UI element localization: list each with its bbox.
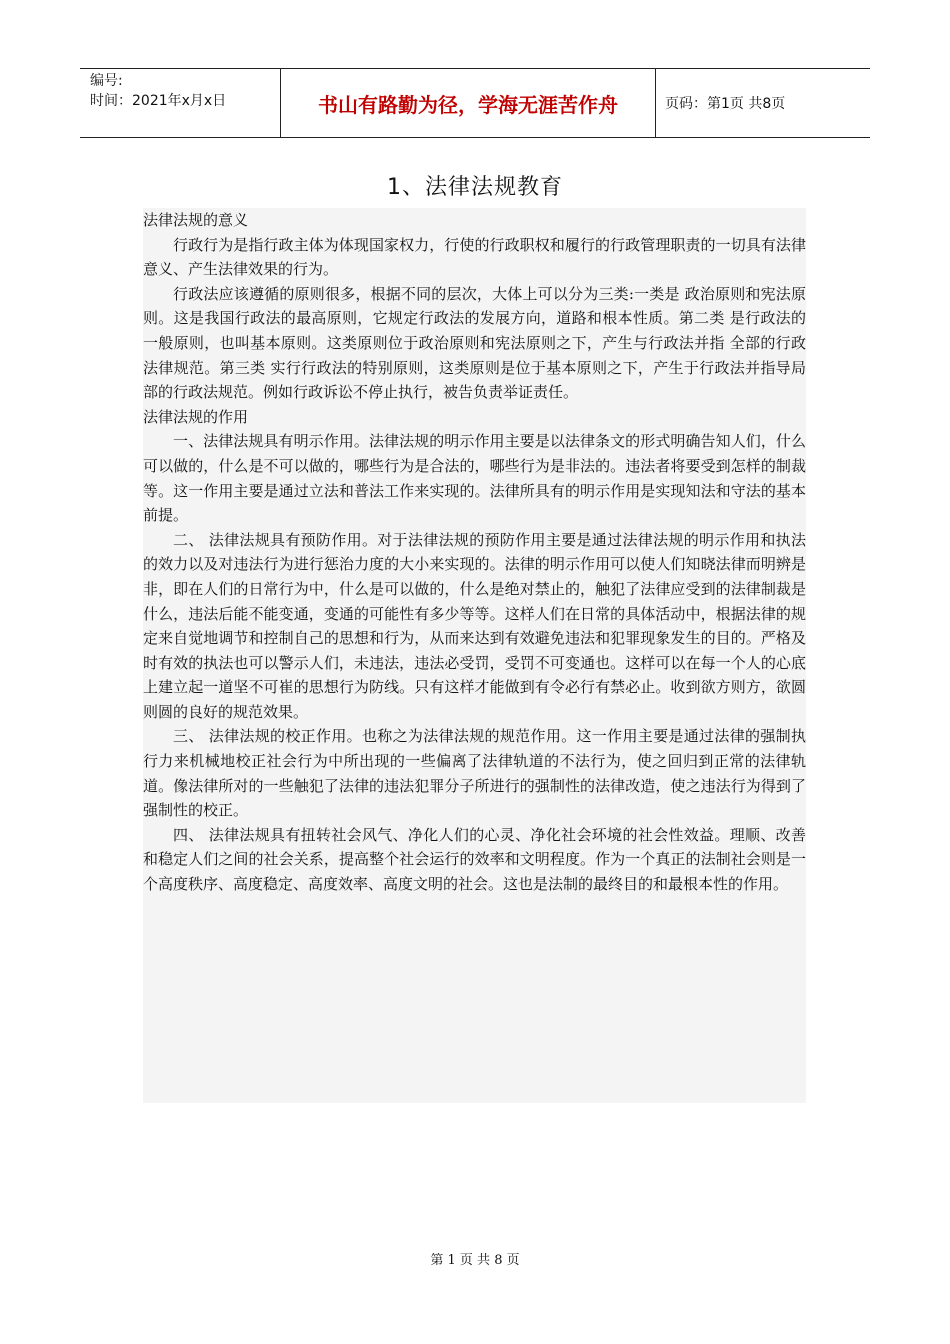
paragraph: 三、 法律法规的校正作用。也称之为法律法规的规范作用。这一作用主要是通过法律的强制执行力来机械地校正社会行为中所出现的一些偏离了法律轨道的不法行为，使之回归到正常的法律轨道。像法律所对的一些触犯了法律的违法犯罪分子所进行的强制性的法律改造，使之违法行为得到了强制性的校正。 (143, 727, 806, 820)
paragraph: 二、 法律法规具有预防作用。对于法律法规的预防作用主要是通过法律法规的明示作用和执法的效力以及对违法行为进行惩治力度的大小来实现的。法律的明示作用可以使人们知晓法律而明辨是非，即在人们的日常行为中，什么是可以做的，什么是绝对禁止的，触犯了法律应受到的法律制裁是什么，违法后能不能变通，变通的可能性有多少等等。这样人们在日常的具体活动中，根据法律的规定来自觉地调节和控制自己的思想和行为，从而来达到有效避免违法和犯罪现象发生的目的。严格及时有效的执法也可以警示人们，未违法，违法必受罚，受罚不可变通也。这样可以在每一个人的心底上建立起一道坚不可崔的思想行为防线。只有这样才能做到有令必行有禁必止。收到欲方则方，欲圆则圆的良好的规范效果。 (143, 530, 806, 721)
time-label: 时间：2021年x月x日 (90, 93, 227, 109)
header-left-cell (80, 69, 280, 139)
motto-text: 书山有路勤为径，学海无涯苦作舟 (318, 92, 618, 117)
document-title: 1、法律法规教育 (387, 175, 563, 200)
section-heading-meaning: 法律法规的意义 (143, 211, 249, 229)
document-header (80, 68, 870, 138)
section-heading-function: 法律法规的作用 (143, 407, 249, 426)
motto-cell (280, 69, 656, 137)
paragraph: 行政行为是指行政主体为体现国家权力，行使的行政职权和履行的行政管理职责的一切具有法律意义、产生法律效果的行为。 (143, 235, 806, 279)
document-body (143, 208, 806, 1103)
page-footer: 第 1 页 共 8 页 (430, 1253, 520, 1268)
number-label: 编号: (90, 73, 123, 89)
paragraph: 一、法律法规具有明示作用。法律法规的明示作用主要是以法律条文的形式明确告知人们，什么可以做的，什么是不可以做的，哪些行为是合法的，哪些行为是非法的。违法者将要受到怎样的制裁等。这一作用主要是通过立法和普法工作来实现的。法律所具有的明示作用是实现知法和守法的基本前提。 (143, 432, 806, 525)
paragraph: 四、 法律法规具有扭转社会风气、净化人们的心灵、净化社会环境的社会性效益。理顺、改善和稳定人们之间的社会关系，提高整个社会运行的效率和文明程度。作为一个真正的法制社会则是一个高度秩序、高度稳定、高度效率、高度文明的社会。这也是法制的最终目的和最根本性的作用。 (143, 825, 806, 894)
paragraph: 行政法应该遵循的原则很多，根据不同的层次，大体上可以分为三类:一类是 政治原则和宪法原则。这是我国行政法的最高原则，它规定行政法的发展方向，道路和根本性质。第二类 是行政法的一般原则，也叫基本原则。这类原则位于政治原则和宪法原则之下，产生与行政法并指 全部的行政法律规范。第三类 实行行政法的特别原则，这类原则是位于基本原则之下，产生于行政法并指导局部的行政法规范。例如行政诉讼不停止执行，被告负责举证责任。 (143, 284, 806, 402)
page-label: 页码：第1页 共8页 (665, 96, 786, 112)
page-info-cell (655, 69, 880, 137)
